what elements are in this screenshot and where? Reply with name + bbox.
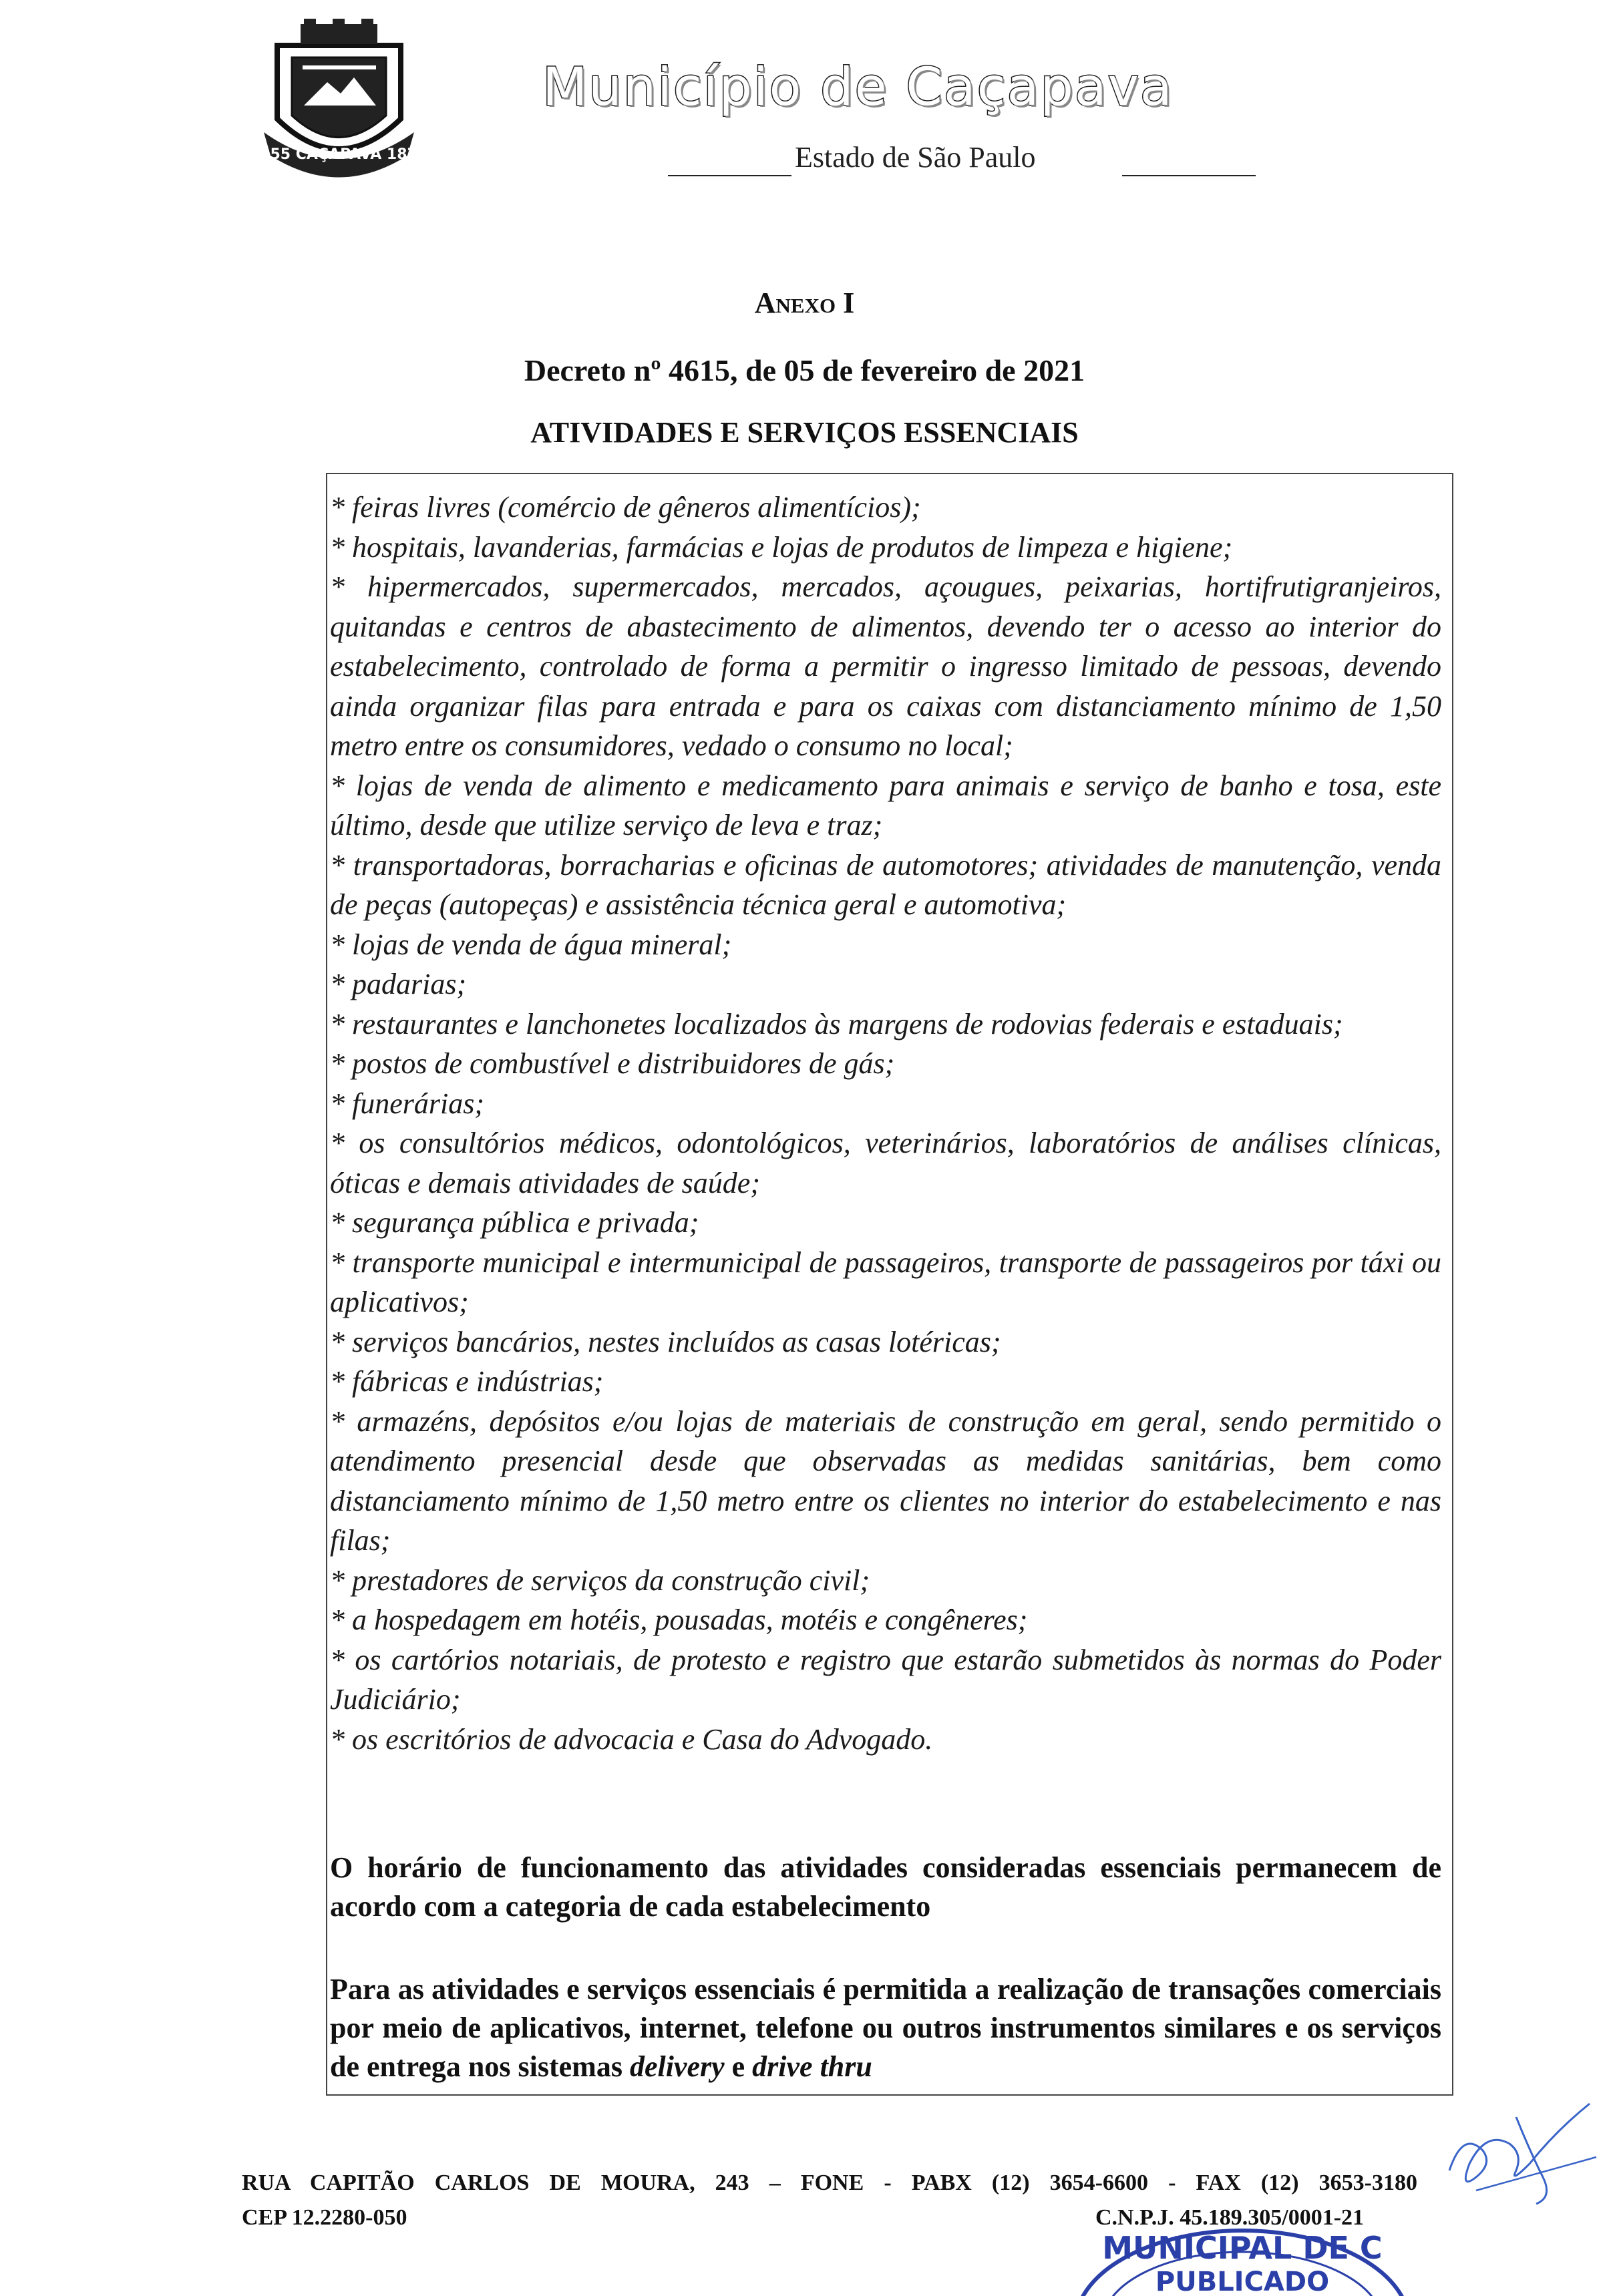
delivery-note-and: e (724, 2050, 753, 2083)
list-item: * funerárias; (330, 1087, 484, 1120)
list-item: * padarias; (330, 968, 467, 1000)
list-item: * transporte municipal e intermunicipal de passageiros, transporte de passageiros por táxi ou aplicativos; (330, 1246, 1441, 1318)
state-subtitle: Estado de São Paulo (795, 141, 1036, 174)
list-item: * os consultórios médicos, odontológicos, veterinários, laboratórios de análises clínicas, óticas e demais atividades de saúde; (330, 1127, 1441, 1199)
list-item: * lojas de venda de água mineral; (330, 928, 732, 961)
opening-hours-note: O horário de funcionamento das atividades consideradas essenciais permanecem de acordo com a categoria de cada estabelecimento (330, 1851, 1441, 1923)
subtitle-rule-left (668, 175, 791, 176)
section-title: ATIVIDADES E SERVIÇOS ESSENCIAIS (530, 416, 1079, 449)
state-subtitle-row (668, 140, 1256, 180)
list-item: * os cartórios notariais, de protesto e registro que estarão submetidos às normas do Poder Judiciário; (330, 1643, 1441, 1716)
footer-cnpj: C.N.P.J. 45.189.305/0001-21 (1095, 2205, 1365, 2230)
list-item: * lojas de venda de alimento e medicamento para animais e serviço de banho e tosa, este último, desde que utilize serviço de leva e traz; (330, 769, 1441, 841)
list-item: * transportadoras, borracharias e oficinas de automotores; atividades de manutenção, venda de peças (autopeças) e assistência técnica geral e automotiva; (330, 848, 1441, 921)
annex-heading: Anexo I (754, 286, 855, 319)
list-item: * restaurantes e lanchonetes localizados às margens de rodovias federais e estaduais; (330, 1007, 1343, 1040)
list-item: * prestadores de serviços da construção civil; (330, 1563, 870, 1597)
list-item: * hipermercados, supermercados, mercados, açougues, peixarias, hortifrutigranjeiros, quitandas e centros de abastecimento de alimentos, devendo ter o acesso ao interior do estabelecimento, controlado de forma a permitir o ingresso limitado de pessoas, devendo ainda organizar filas para entrada e para os caixas com distanciamento mínimo de 1,50 metro entre os consumidores, vedado o consumo no local; (330, 570, 1441, 762)
list-item: * armazéns, depósitos e/ou lojas de materiais de construção em geral, sendo permitido o atendimento presencial desde que observadas as medidas sanitárias, bem como distanciamento mínimo de 1,50 metro entre os clientes no interior do estabelecimento e nas filas; (330, 1404, 1441, 1557)
list-item: * postos de combustível e distribuidores de gás; (330, 1047, 895, 1080)
delivery-note (330, 1970, 1441, 2086)
municipality-title: Município de Caçapava (542, 57, 1174, 118)
drive-thru-term: drive thru (752, 2050, 872, 2083)
subtitle-rule-right (1122, 175, 1256, 176)
stamp-text-top: MUNICIPAL DE C (1102, 2230, 1383, 2266)
delivery-note-main: Para as atividades e serviços essenciais é permitida a realização de transações comerciais por meio de aplicativos, internet, telefone ou outros instrumentos similares e os serviços de entrega nos sistemas (330, 1973, 1441, 2083)
list-item: * a hospedagem em hotéis, pousadas, motéis e congêneres; (330, 1603, 1028, 1636)
list-item: * serviços bancários, nestes incluídos as casas lotéricas; (330, 1325, 1001, 1358)
footer-cep: CEP 12.2280-050 (242, 2205, 407, 2230)
crest-text: 1855 CAÇAPAVA 1875 (249, 146, 428, 163)
official-stamp (1055, 2224, 1429, 2296)
essential-activities-list (330, 488, 1441, 1759)
decree-heading: Decreto nº 4615, de 05 de fevereiro de 2021 (524, 353, 1085, 387)
footer-address: RUA CAPITÃO CARLOS DE MOURA, 243 – FONE - PABX (12) 3654-6600 - FAX (12) 3653-3180 (242, 2170, 1417, 2195)
handwritten-signature (1436, 2090, 1603, 2217)
delivery-term: delivery (629, 2050, 725, 2083)
list-item: * fábricas e indústrias; (330, 1365, 604, 1398)
list-item: * segurança pública e privada; (330, 1206, 699, 1239)
list-item: * os escritórios de advocacia e Casa do Advogado. (330, 1722, 933, 1756)
stamp-text-bottom: PUBLICADO (1155, 2267, 1330, 2296)
list-item: * feiras livres (comércio de gêneros alimentícios); (330, 491, 921, 524)
municipal-crest-logo (249, 19, 428, 176)
list-item: * hospitais, lavanderias, farmácias e lojas de produtos de limpeza e higiene; (330, 530, 1233, 564)
